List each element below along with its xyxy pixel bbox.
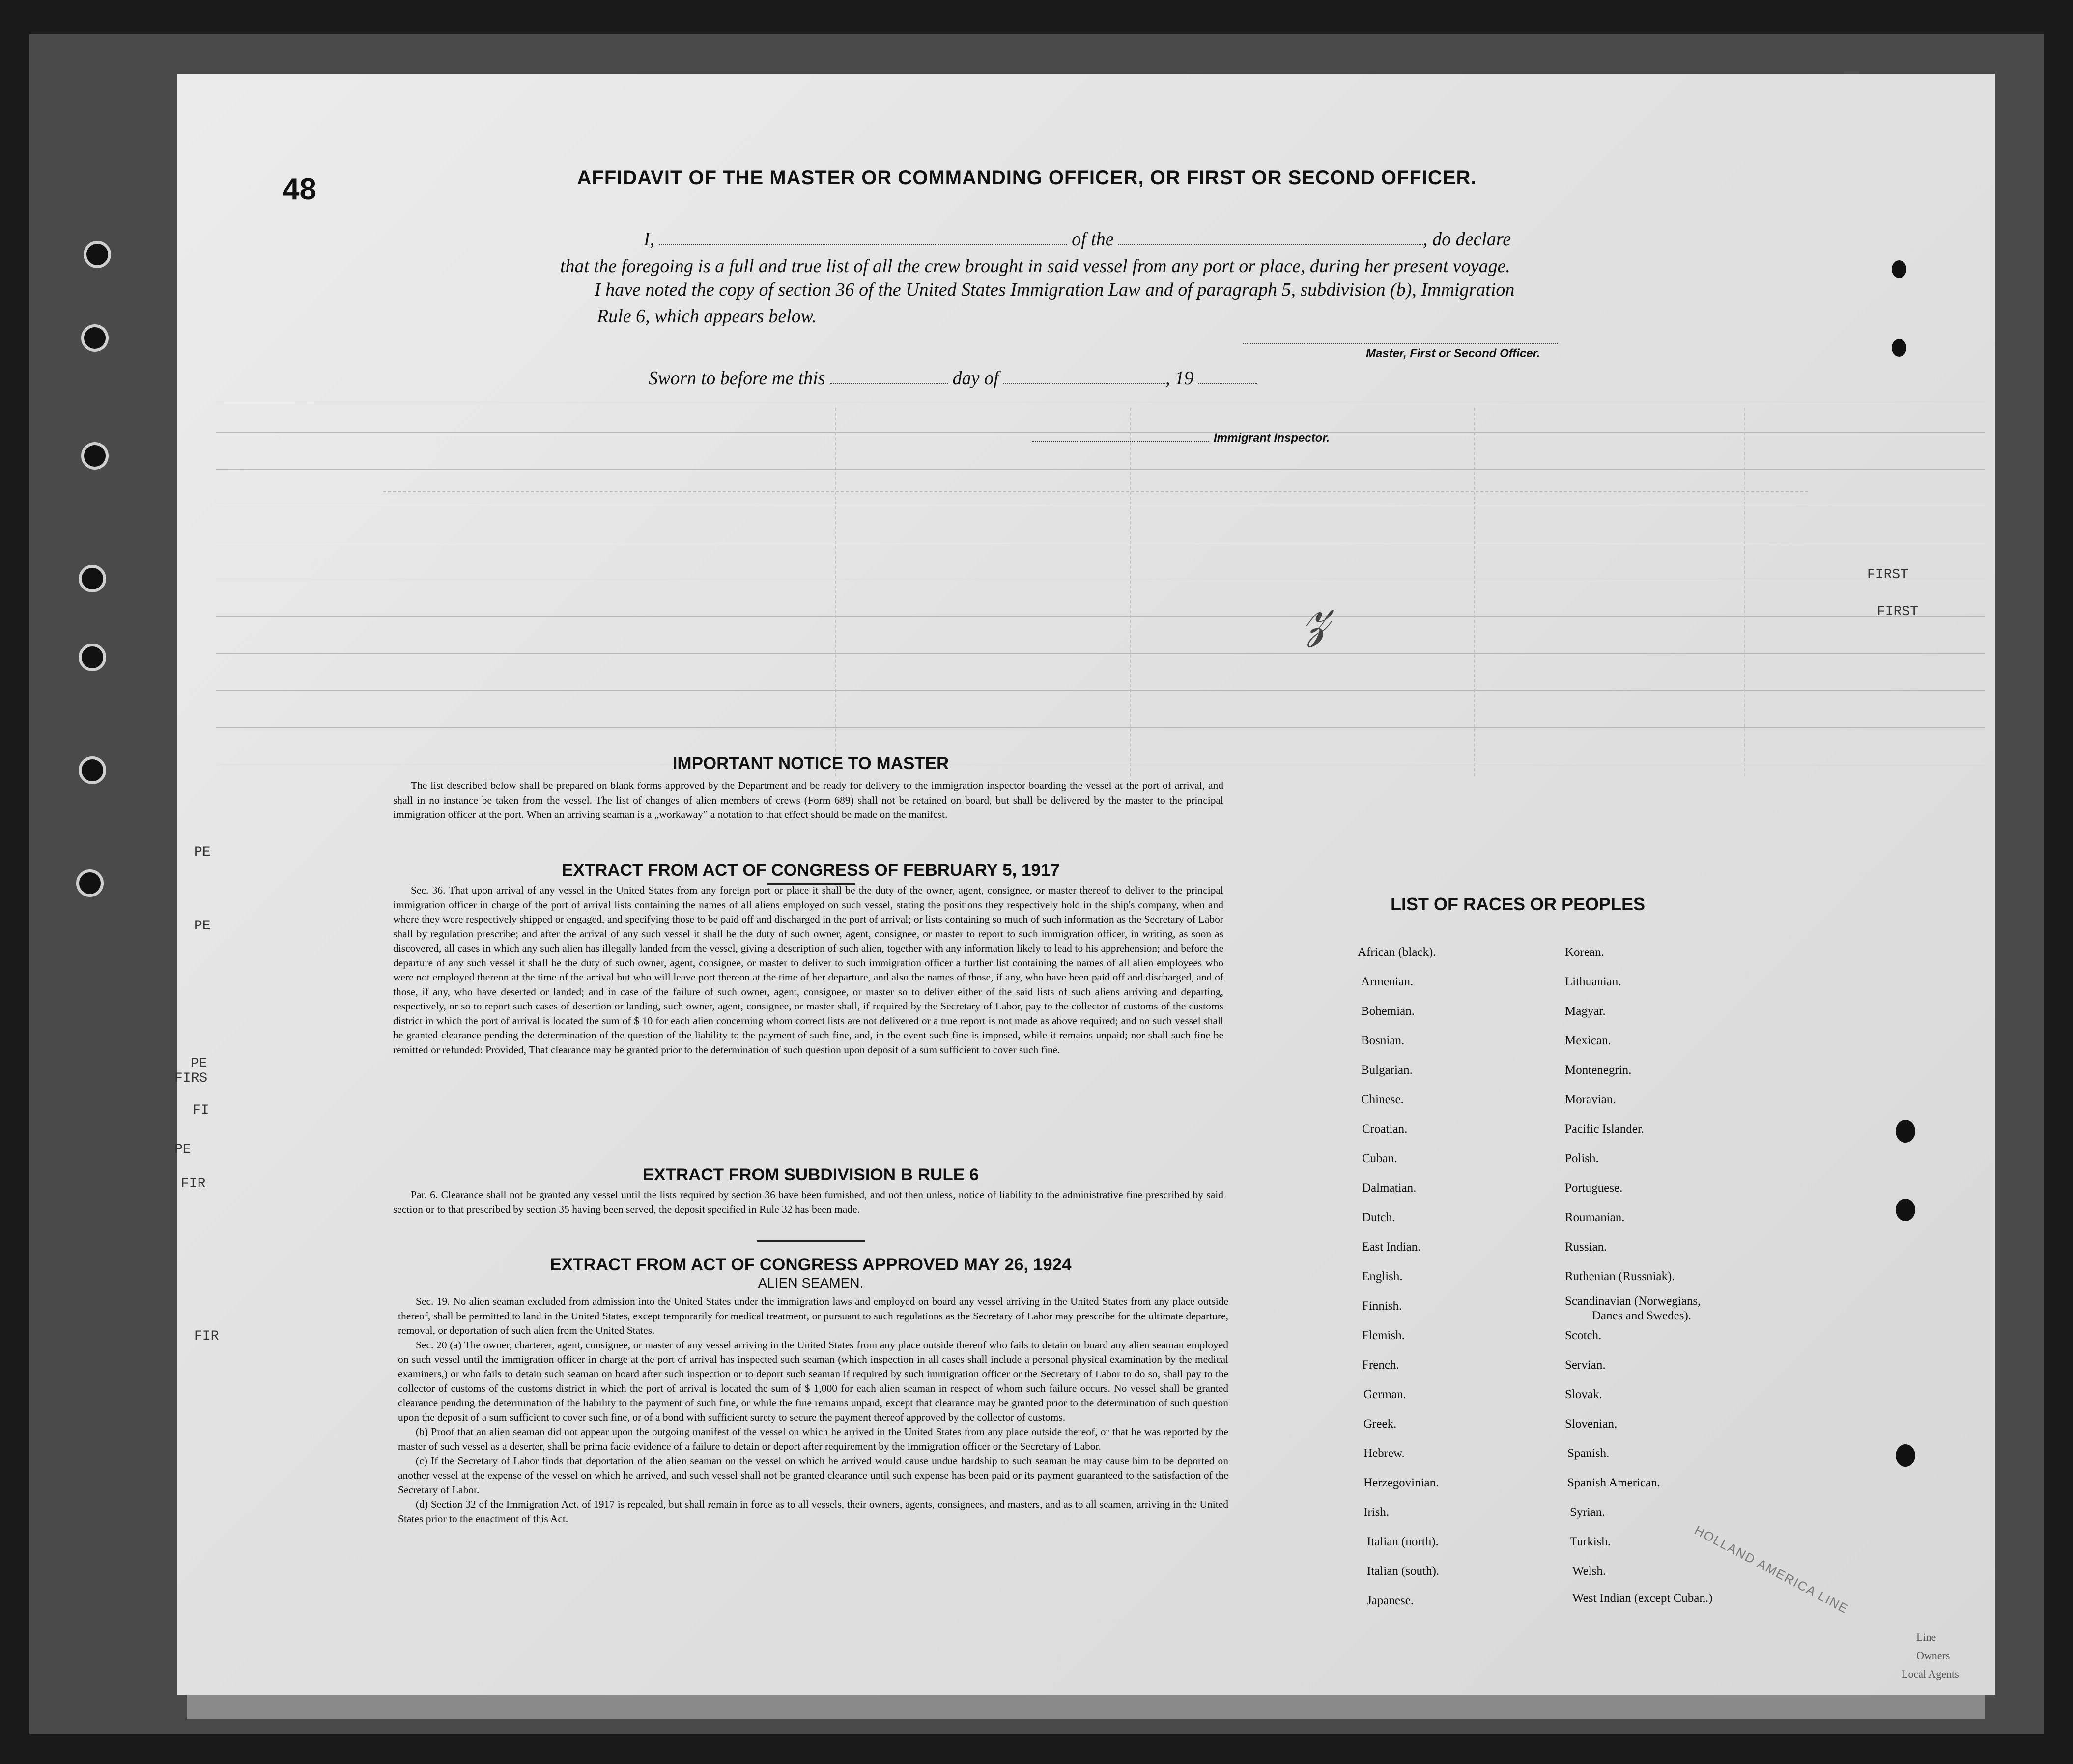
race-item: Cuban. xyxy=(1362,1152,1397,1165)
race-item: Hebrew. xyxy=(1363,1447,1405,1460)
race-item: Japanese. xyxy=(1367,1594,1414,1607)
notice-title: IMPORTANT NOTICE TO MASTER xyxy=(672,754,949,773)
sec-19-paragraph: Sec. 19. No alien seaman excluded from admission into the United States under the immigration laws and employed on board any vessel arriving in the United States from any place outside thereof, shall be permitted to land in the United States, except temporarily for medical treatment, or pursuant to such regulations as the Secretary of Labor may prescribe for the ultimate departure, removal, or deportation of such alien from the United States. xyxy=(398,1295,1228,1336)
signature-label: Master, First or Second Officer. xyxy=(1366,347,1540,360)
race-item: Servian. xyxy=(1565,1358,1606,1372)
race-item: Magyar. xyxy=(1565,1005,1606,1018)
extract-1924-text xyxy=(398,1294,1228,1526)
race-item: Turkish. xyxy=(1570,1535,1611,1548)
race-item: Ruthenian (Russniak). xyxy=(1565,1270,1675,1283)
handwritten-mark: 𝓏 xyxy=(1296,579,1335,648)
race-item: Portuguese. xyxy=(1565,1181,1623,1195)
inspector-line xyxy=(1032,431,1330,445)
race-item: Spanish American. xyxy=(1567,1476,1660,1489)
race-item: Lithuanian. xyxy=(1565,975,1621,988)
race-item: English. xyxy=(1362,1270,1403,1283)
declarant-prefix: I, xyxy=(644,229,655,250)
sworn-prefix: Sworn to before me this xyxy=(649,368,825,389)
alien-seamen-subtitle: ALIEN SEAMEN. xyxy=(758,1275,864,1290)
tab-label: FIR xyxy=(194,1329,219,1344)
race-item: Slovak. xyxy=(1565,1388,1602,1401)
affidavit-line-4: Rule 6, which appears below. xyxy=(597,306,817,327)
race-item: Chinese. xyxy=(1361,1093,1404,1106)
inspector-signature-field[interactable] xyxy=(1032,441,1209,442)
affidavit-title: AFFIDAVIT OF THE MASTER OR COMMANDING OFFICER, OR FIRST OR SECOND OFFICER. xyxy=(577,167,1477,189)
signature-field[interactable] xyxy=(1243,343,1558,344)
sworn-line xyxy=(649,367,1257,389)
affidavit-line-3: I have noted the copy of section 36 of the United States Immigration Law and of paragraph 5, subdivision (b), Immigration xyxy=(595,280,1515,300)
race-item: Slovenian. xyxy=(1565,1417,1618,1430)
sheet-number: 48 xyxy=(283,172,316,206)
sworn-year-label: , 19 xyxy=(1165,368,1194,389)
tab-label: PE xyxy=(194,845,211,860)
race-item: West Indian (except Cuban.) xyxy=(1572,1592,1713,1605)
notice-paragraph: The list described below shall be prepared on blank forms approved by the Department and be ready for delivery to the immigration inspector boarding the vessel at the port of arrival, and shall in no instance be taken from the vessel. The list of changes of alien members of crews (Form 689) shall not be retained on board, but shall be delivered by the master to the principal immigration officer at the port. When an arriving seaman is a „workaway” a notation to that effect should be made on the manifest. xyxy=(393,780,1223,820)
tab-label: PE xyxy=(174,1142,191,1157)
sworn-day-field[interactable] xyxy=(830,383,948,384)
affidavit-line-2: that the foregoing is a full and true list of all the crew brought in said vessel from any port or place, during her present voyage. xyxy=(560,256,1510,277)
race-item: French. xyxy=(1362,1358,1399,1372)
inspector-label: Immigrant Inspector. xyxy=(1214,431,1330,445)
par-6-paragraph: Par. 6. Clearance shall not be granted any vessel until the lists required by section 36 have been furnished, and not then unless, notice of liability to the administrative fine prescribed by said section or to that prescribed by section 35 having been served, the deposit specified in Rule 32 has been made. xyxy=(393,1189,1223,1215)
company-stamp: HOLLAND AMERICA LINE xyxy=(1692,1522,1851,1617)
race-item: Croatian. xyxy=(1362,1122,1408,1136)
line-label: Line xyxy=(1916,1631,1936,1643)
race-item: Bulgarian. xyxy=(1361,1064,1413,1077)
race-item: Syrian. xyxy=(1570,1506,1605,1519)
vessel-name-field[interactable] xyxy=(1118,244,1423,245)
race-item: Moravian. xyxy=(1565,1093,1616,1106)
race-item: Flemish. xyxy=(1362,1329,1405,1342)
race-item: East Indian. xyxy=(1362,1240,1421,1254)
sworn-day-label: day of xyxy=(952,368,999,389)
race-item: Herzegovinian. xyxy=(1363,1476,1439,1489)
tab-label: PE xyxy=(194,919,211,934)
extract-1917-title: EXTRACT FROM ACT OF CONGRESS OF FEBRUARY 5, 1917 xyxy=(562,861,1060,880)
race-item: Bohemian. xyxy=(1361,1005,1415,1018)
local-agents-label: Local Agents xyxy=(1902,1668,1959,1680)
sworn-year-field[interactable] xyxy=(1198,383,1257,384)
race-item: Finnish. xyxy=(1362,1299,1402,1313)
owners-label: Owners xyxy=(1916,1650,1950,1662)
race-item: Welsh. xyxy=(1572,1565,1606,1578)
race-item: Bosnian. xyxy=(1361,1034,1405,1047)
extract-1917-text xyxy=(393,883,1223,1057)
tab-label: FIRST xyxy=(1867,567,1909,583)
race-item: Roumanian. xyxy=(1565,1211,1625,1224)
tab-label: FIRST xyxy=(1877,604,1919,619)
sec-20b-paragraph: (b) Proof that an alien seaman did not appear upon the outgoing manifest of the vessel on which he arrived in the United States from any place outside thereof, or that he was reported by the master of such vessel as a deserter, shall be prima facie evidence of a failure to detain or deport after requirement by the immigration officer or the Secretary of Labor. xyxy=(398,1426,1228,1452)
race-item: Dutch. xyxy=(1362,1211,1395,1224)
race-item: Dalmatian. xyxy=(1362,1181,1417,1195)
subdivision-b-text xyxy=(393,1188,1223,1217)
declare-suffix: , do declare xyxy=(1423,229,1511,250)
race-item: Italian (south). xyxy=(1367,1565,1440,1578)
race-item: Pacific Islander. xyxy=(1565,1122,1645,1136)
declarant-name-field[interactable] xyxy=(659,244,1067,245)
tab-label: FIR xyxy=(181,1176,206,1192)
race-item: Korean. xyxy=(1565,946,1604,959)
race-item: Scotch. xyxy=(1565,1329,1602,1342)
sec-20a-paragraph: Sec. 20 (a) The owner, charterer, agent, consignee, or master of any vessel arriving in the United States from any place outside thereof who fails to detain on board any alien seaman employed on such vessel until the immigration officer in charge at the port of arrival has inspected such seaman (which inspection in all cases shall include a personal physical examination by the medical examiners,) or who fails to detain such seaman on board after such inspection or to deport such seaman if required by such immigration officer or the Secretary of Labor to do so, shall pay to the collector of customs of the customs district in which the port of arrival is located the sum of $ 1,000 for each alien seaman in respect of whom such failure occurs. No vessel shall be granted clearance pending the determination of the liability to the payment of such fine, or while the fine remains unpaid, except that clearance may be granted prior to the determination of such question upon the deposit of a sum sufficient to cover such fine, or of a bond with sufficient surety to secure the payment thereof approved by the collector of customs. xyxy=(398,1339,1228,1423)
race-item: Irish. xyxy=(1363,1506,1390,1519)
race-item: Russian. xyxy=(1565,1240,1607,1254)
sec-20d-paragraph: (d) Section 32 of the Immigration Act. of 1917 is repealed, but shall remain in force as to all vessels, their owners, agents, consignees, and masters, and as to all seamen, arriving in the United States prior to the enactment of this Act. xyxy=(398,1498,1228,1525)
extract-1924-title: EXTRACT FROM ACT OF CONGRESS APPROVED MAY 26, 1924 xyxy=(550,1255,1072,1274)
tab-label: FI xyxy=(193,1103,209,1118)
notice-text xyxy=(393,779,1223,822)
race-item: Italian (north). xyxy=(1367,1535,1439,1548)
tab-label: FIRS xyxy=(174,1071,208,1086)
affidavit-line-1 xyxy=(644,228,1511,250)
race-item: Scandinavian (Norwegians, xyxy=(1565,1294,1701,1308)
races-title: LIST OF RACES OR PEOPLES xyxy=(1391,894,1646,914)
race-item: Armenian. xyxy=(1361,975,1414,988)
subdivision-b-title: EXTRACT FROM SUBDIVISION B RULE 6 xyxy=(642,1165,979,1184)
race-item: German. xyxy=(1363,1388,1406,1401)
race-item: Greek. xyxy=(1363,1417,1397,1430)
race-item: Montenegrin. xyxy=(1565,1064,1632,1077)
sworn-month-field[interactable] xyxy=(1003,383,1165,384)
race-item: Danes and Swedes). xyxy=(1592,1309,1692,1322)
sec-20c-paragraph: (c) If the Secretary of Labor finds that deportation of the alien seaman on the vessel on which he arrived would cause undue hardship to such seaman he may cause him to be deported on another vessel at the expense of the vessel on which he arrived, and such vessel shall not be granted clearance until such expense has been paid or its payment guaranteed to the satisfaction of the Secretary of Labor. xyxy=(398,1455,1228,1496)
tab-label: PE xyxy=(191,1056,207,1071)
race-item: African (black). xyxy=(1358,946,1436,959)
section-divider xyxy=(757,1240,865,1242)
section-36-paragraph: Sec. 36. That upon arrival of any vessel in the United States from any foreign port or place it shall be the duty of the owner, agent, consignee, or master thereof to deliver to the principal immigration officer in charge of the port of arrival lists containing the names of all aliens employed on such vessel, stating the positions they respectively hold in the ship's company, when and where they were respectively shipped or engaged, and specifying those to be paid off and discharged in the port of arrival; or lists containing so much of such information as the Secretary of Labor shall by regulation prescribe; and after the arrival of any such vessel it shall be the duty of such owner, agent, consignee, or master to report to such immigration officer, in writing, as soon as discovered, all cases in which any such alien has illegally landed from the vessel, giving a description of such alien, together with any information likely to lead to his apprehension; and before the departure of any such vessel it shall be the duty of such owner, agent, consignee, or master to deliver to such immigration officer a further list containing the names of all alien employees who were not employed thereon at the time of the arrival but who will leave port thereon at the time of her departure, and also the names of those, if any, who have been paid off and discharged, and of those, if any, who have deserted or landed; and in case of the failure of such owner, agent, consignee, or master so to deliver either of the said lists of such aliens arriving and departing, respectively, or so to report such cases of desertion or landing, such owner, agent, consignee, or master shall, if required by the Secretary of Labor, pay to the collector of customs of the customs district in which the port of arrival is located the sum of $ 10 for each alien concerning whom correct lists are not delivered or a true report is not made as above required; and no such vessel shall be granted clearance pending the determination of the question of the liability to the payment of such fine, and, in the event such fine is imposed, while it remains unpaid; nor shall such fine be remitted or refunded: Provided, That clearance may be granted prior to the determination of such question upon deposit of a sum sufficient to cover such fine. xyxy=(393,884,1223,1056)
race-item: Spanish. xyxy=(1567,1447,1610,1460)
vessel-prefix: of the xyxy=(1072,229,1114,250)
race-item: Mexican. xyxy=(1565,1034,1611,1047)
race-item: Polish. xyxy=(1565,1152,1599,1165)
